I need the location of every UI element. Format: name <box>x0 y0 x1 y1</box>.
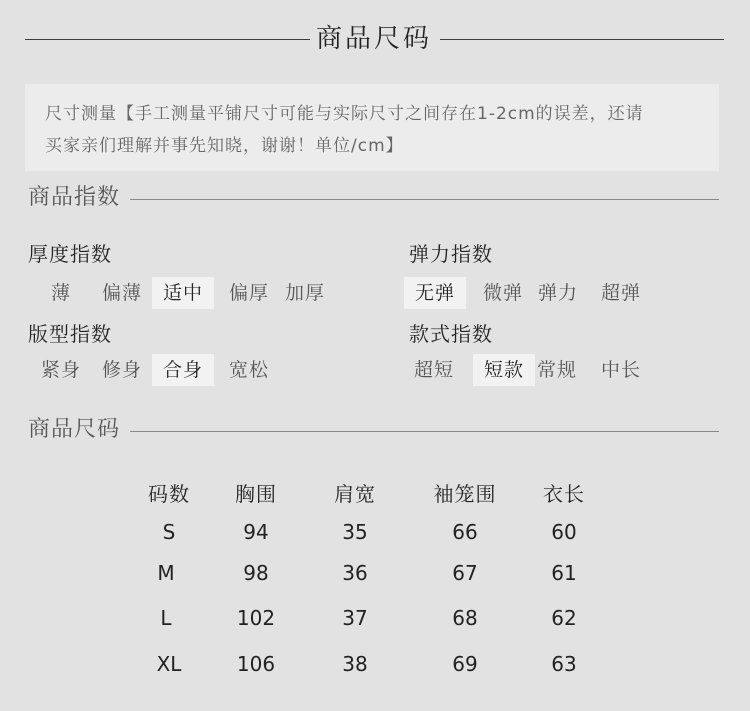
size-table-cell: 94 <box>243 520 269 544</box>
size-section-title: 商品尺码 <box>28 415 130 445</box>
size-table-cell: M <box>157 561 175 585</box>
size-table-cell: 67 <box>452 561 478 585</box>
size-table-cell: 98 <box>243 561 269 585</box>
size-table-header: 袖笼围 <box>433 482 497 506</box>
size-table-cell: 69 <box>452 652 478 676</box>
size-section-divider <box>130 431 719 432</box>
size-table-header: 胸围 <box>235 482 277 506</box>
elasticity-option-stretch[interactable]: 弹力 <box>537 282 578 304</box>
size-table-cell: 61 <box>551 561 577 585</box>
size-table-header: 衣长 <box>543 482 585 506</box>
thickness-option-slightly-thin[interactable]: 偏薄 <box>101 282 142 304</box>
size-table-cell: 68 <box>452 606 478 630</box>
elasticity-option-super[interactable]: 超弹 <box>600 282 641 304</box>
size-table-cell: 102 <box>236 606 276 630</box>
style-label: 款式指数 <box>409 322 493 346</box>
thickness-option-thin[interactable]: 薄 <box>50 282 71 304</box>
elasticity-option-slight[interactable]: 微弹 <box>482 282 523 304</box>
style-option-regular[interactable]: 常规 <box>536 359 577 381</box>
size-table-cell: L <box>160 606 172 630</box>
page-title: 商品尺码 <box>315 24 432 54</box>
fit-option-tight[interactable]: 紧身 <box>40 359 81 381</box>
size-table-cell: 35 <box>342 520 368 544</box>
style-option-short[interactable]: 短款 <box>473 354 535 386</box>
elasticity-label: 弹力指数 <box>409 242 493 266</box>
fit-option-slim[interactable]: 修身 <box>101 359 142 381</box>
note-line-2: 买家亲们理解并事先知晓，谢谢！单位/cm】 <box>45 136 404 156</box>
size-table-header: 肩宽 <box>334 482 376 506</box>
size-table-cell: XL <box>156 652 182 676</box>
size-table-cell: 60 <box>551 520 577 544</box>
size-table-cell: 38 <box>342 652 368 676</box>
fit-option-regular[interactable]: 合身 <box>152 354 214 386</box>
style-option-mid-length[interactable]: 中长 <box>600 359 641 381</box>
size-table-cell: 37 <box>342 606 368 630</box>
fit-label: 版型指数 <box>28 322 112 346</box>
thickness-option-medium[interactable]: 适中 <box>152 277 214 309</box>
thickness-option-slightly-thick[interactable]: 偏厚 <box>228 282 269 304</box>
header-divider-right <box>440 39 724 40</box>
indices-section-divider <box>130 199 719 200</box>
size-table-cell: S <box>162 520 176 544</box>
size-table-cell: 36 <box>342 561 368 585</box>
size-table-header: 码数 <box>148 482 190 506</box>
header-divider-left <box>25 39 310 40</box>
indices-section-title: 商品指数 <box>28 183 130 213</box>
fit-option-loose[interactable]: 宽松 <box>228 359 269 381</box>
style-option-cropped[interactable]: 超短 <box>413 359 454 381</box>
size-table-cell: 62 <box>551 606 577 630</box>
thickness-option-thick[interactable]: 加厚 <box>284 282 325 304</box>
note-line-1: 尺寸测量【手工测量平铺尺寸可能与实际尺寸之间存在1-2cm的误差，还请 <box>45 104 644 124</box>
thickness-label: 厚度指数 <box>28 242 112 266</box>
size-table-cell: 66 <box>452 520 478 544</box>
size-table-cell: 63 <box>551 652 577 676</box>
size-table-cell: 106 <box>236 652 276 676</box>
elasticity-option-none[interactable]: 无弹 <box>404 277 466 309</box>
measurement-note <box>25 84 719 171</box>
